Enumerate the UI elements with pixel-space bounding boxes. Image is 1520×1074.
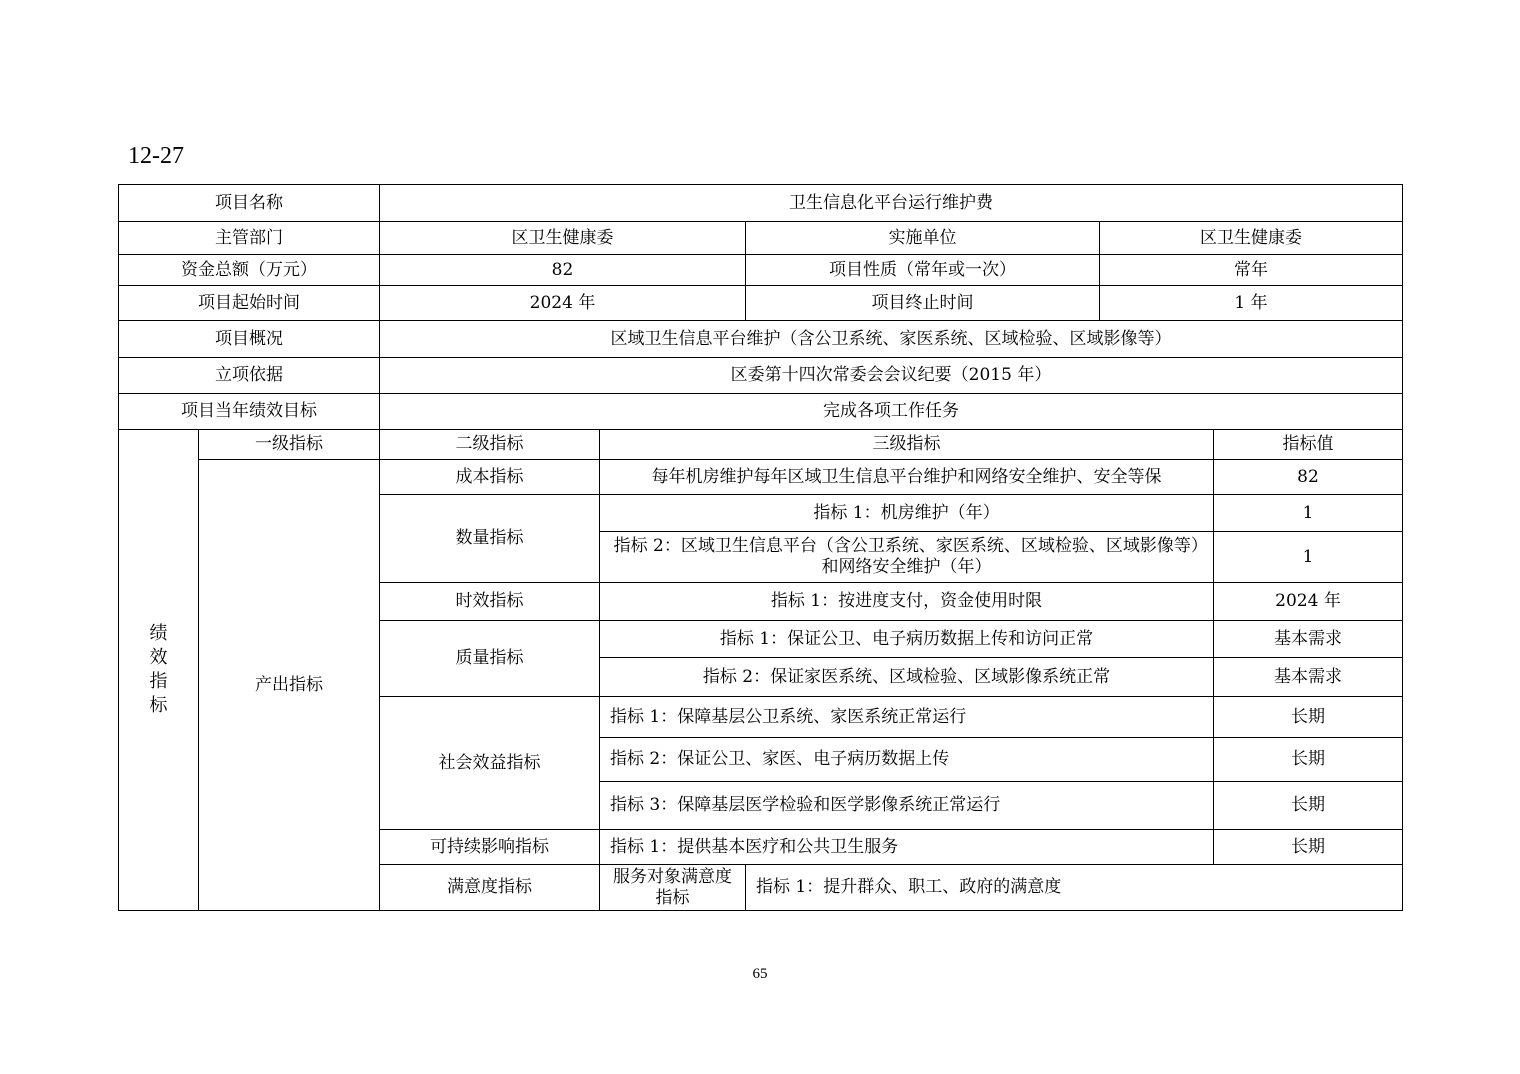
project-name-label: 项目名称 [119,185,380,222]
document-code: 12-27 [128,143,184,169]
row-cost [119,460,1403,495]
implementer-value: 区卫生健康委 [1100,222,1403,255]
row-goal [119,394,1403,430]
service-satisfaction-label: 服务对象满意度指标 [600,865,746,911]
quantity-item-2-value: 1 [1214,532,1403,583]
start-time-label: 项目起始时间 [119,286,380,321]
timeliness-indicator-label: 时效指标 [380,583,600,621]
cost-indicator-label: 成本指标 [380,460,600,495]
nature-value: 常年 [1100,255,1403,286]
quantity-indicator-label: 数量指标 [380,495,600,583]
header-level1: 一级指标 [199,430,380,460]
social-item-1-value: 长期 [1214,697,1403,738]
header-level3: 三级指标 [600,430,1214,460]
social-item-2-value: 长期 [1214,738,1403,782]
goal-value: 完成各项工作任务 [380,394,1403,430]
quality-item-2-text: 指标 2：保证家医系统、区域检验、区域影像系统正常 [600,658,1214,697]
row-overview [119,321,1403,358]
sustain-item-text: 指标 1：提供基本医疗和公共卫生服务 [600,830,1214,865]
social-item-1-text: 指标 1：保障基层公卫系统、家医系统正常运行 [600,697,1214,738]
start-time-value: 2024 年 [380,286,746,321]
nature-label: 项目性质（常年或一次） [746,255,1100,286]
sustain-item-value: 长期 [1214,830,1403,865]
social-item-3-value: 长期 [1214,782,1403,830]
row-department [119,222,1403,255]
output-indicator-label: 产出指标 [199,460,380,911]
goal-label: 项目当年绩效目标 [119,394,380,430]
quantity-item-1-value: 1 [1214,495,1403,532]
end-time-label: 项目终止时间 [746,286,1100,321]
basis-label: 立项依据 [119,358,380,394]
timeliness-item-text: 指标 1：按进度支付，资金使用时限 [600,583,1214,621]
satisfaction-indicator-label: 满意度指标 [380,865,600,911]
row-funding [119,255,1403,286]
overview-label: 项目概况 [119,321,380,358]
department-label: 主管部门 [119,222,380,255]
service-item-text: 指标 1：提升群众、职工、政府的满意度 [746,865,1403,911]
implementer-label: 实施单位 [746,222,1100,255]
row-project-name [119,185,1403,222]
row-basis [119,358,1403,394]
overview-value: 区域卫生信息平台维护（含公卫系统、家医系统、区域检验、区域影像等） [380,321,1403,358]
social-indicator-label: 社会效益指标 [380,697,600,830]
project-performance-table [118,184,1403,911]
cost-item-text: 每年机房维护每年区域卫生信息平台维护和网络安全维护、安全等保 [600,460,1214,495]
row-perf-header [119,430,1403,460]
row-time [119,286,1403,321]
end-time-value: 1 年 [1100,286,1403,321]
header-level2: 二级指标 [380,430,600,460]
quantity-item-2-text: 指标 2：区域卫生信息平台（含公卫系统、家医系统、区域检验、区域影像等）和网络安全维护（年） [600,532,1214,583]
header-value: 指标值 [1214,430,1403,460]
performance-section-label: 绩效指标 [119,430,199,911]
department-value: 区卫生健康委 [380,222,746,255]
quantity-item-1-text: 指标 1：机房维护（年） [600,495,1214,532]
cost-item-value: 82 [1214,460,1403,495]
funding-label: 资金总额（万元） [119,255,380,286]
quality-item-1-text: 指标 1：保证公卫、电子病历数据上传和访问正常 [600,621,1214,658]
funding-value: 82 [380,255,746,286]
timeliness-item-value: 2024 年 [1214,583,1403,621]
quality-indicator-label: 质量指标 [380,621,600,697]
page-number: 65 [752,966,768,982]
social-item-3-text: 指标 3：保障基层医学检验和医学影像系统正常运行 [600,782,1214,830]
project-name-value: 卫生信息化平台运行维护费 [380,185,1403,222]
basis-value: 区委第十四次常委会会议纪要（2015 年） [380,358,1403,394]
quality-item-1-value: 基本需求 [1214,621,1403,658]
social-item-2-text: 指标 2：保证公卫、家医、电子病历数据上传 [600,738,1214,782]
quality-item-2-value: 基本需求 [1214,658,1403,697]
sustain-indicator-label: 可持续影响指标 [380,830,600,865]
